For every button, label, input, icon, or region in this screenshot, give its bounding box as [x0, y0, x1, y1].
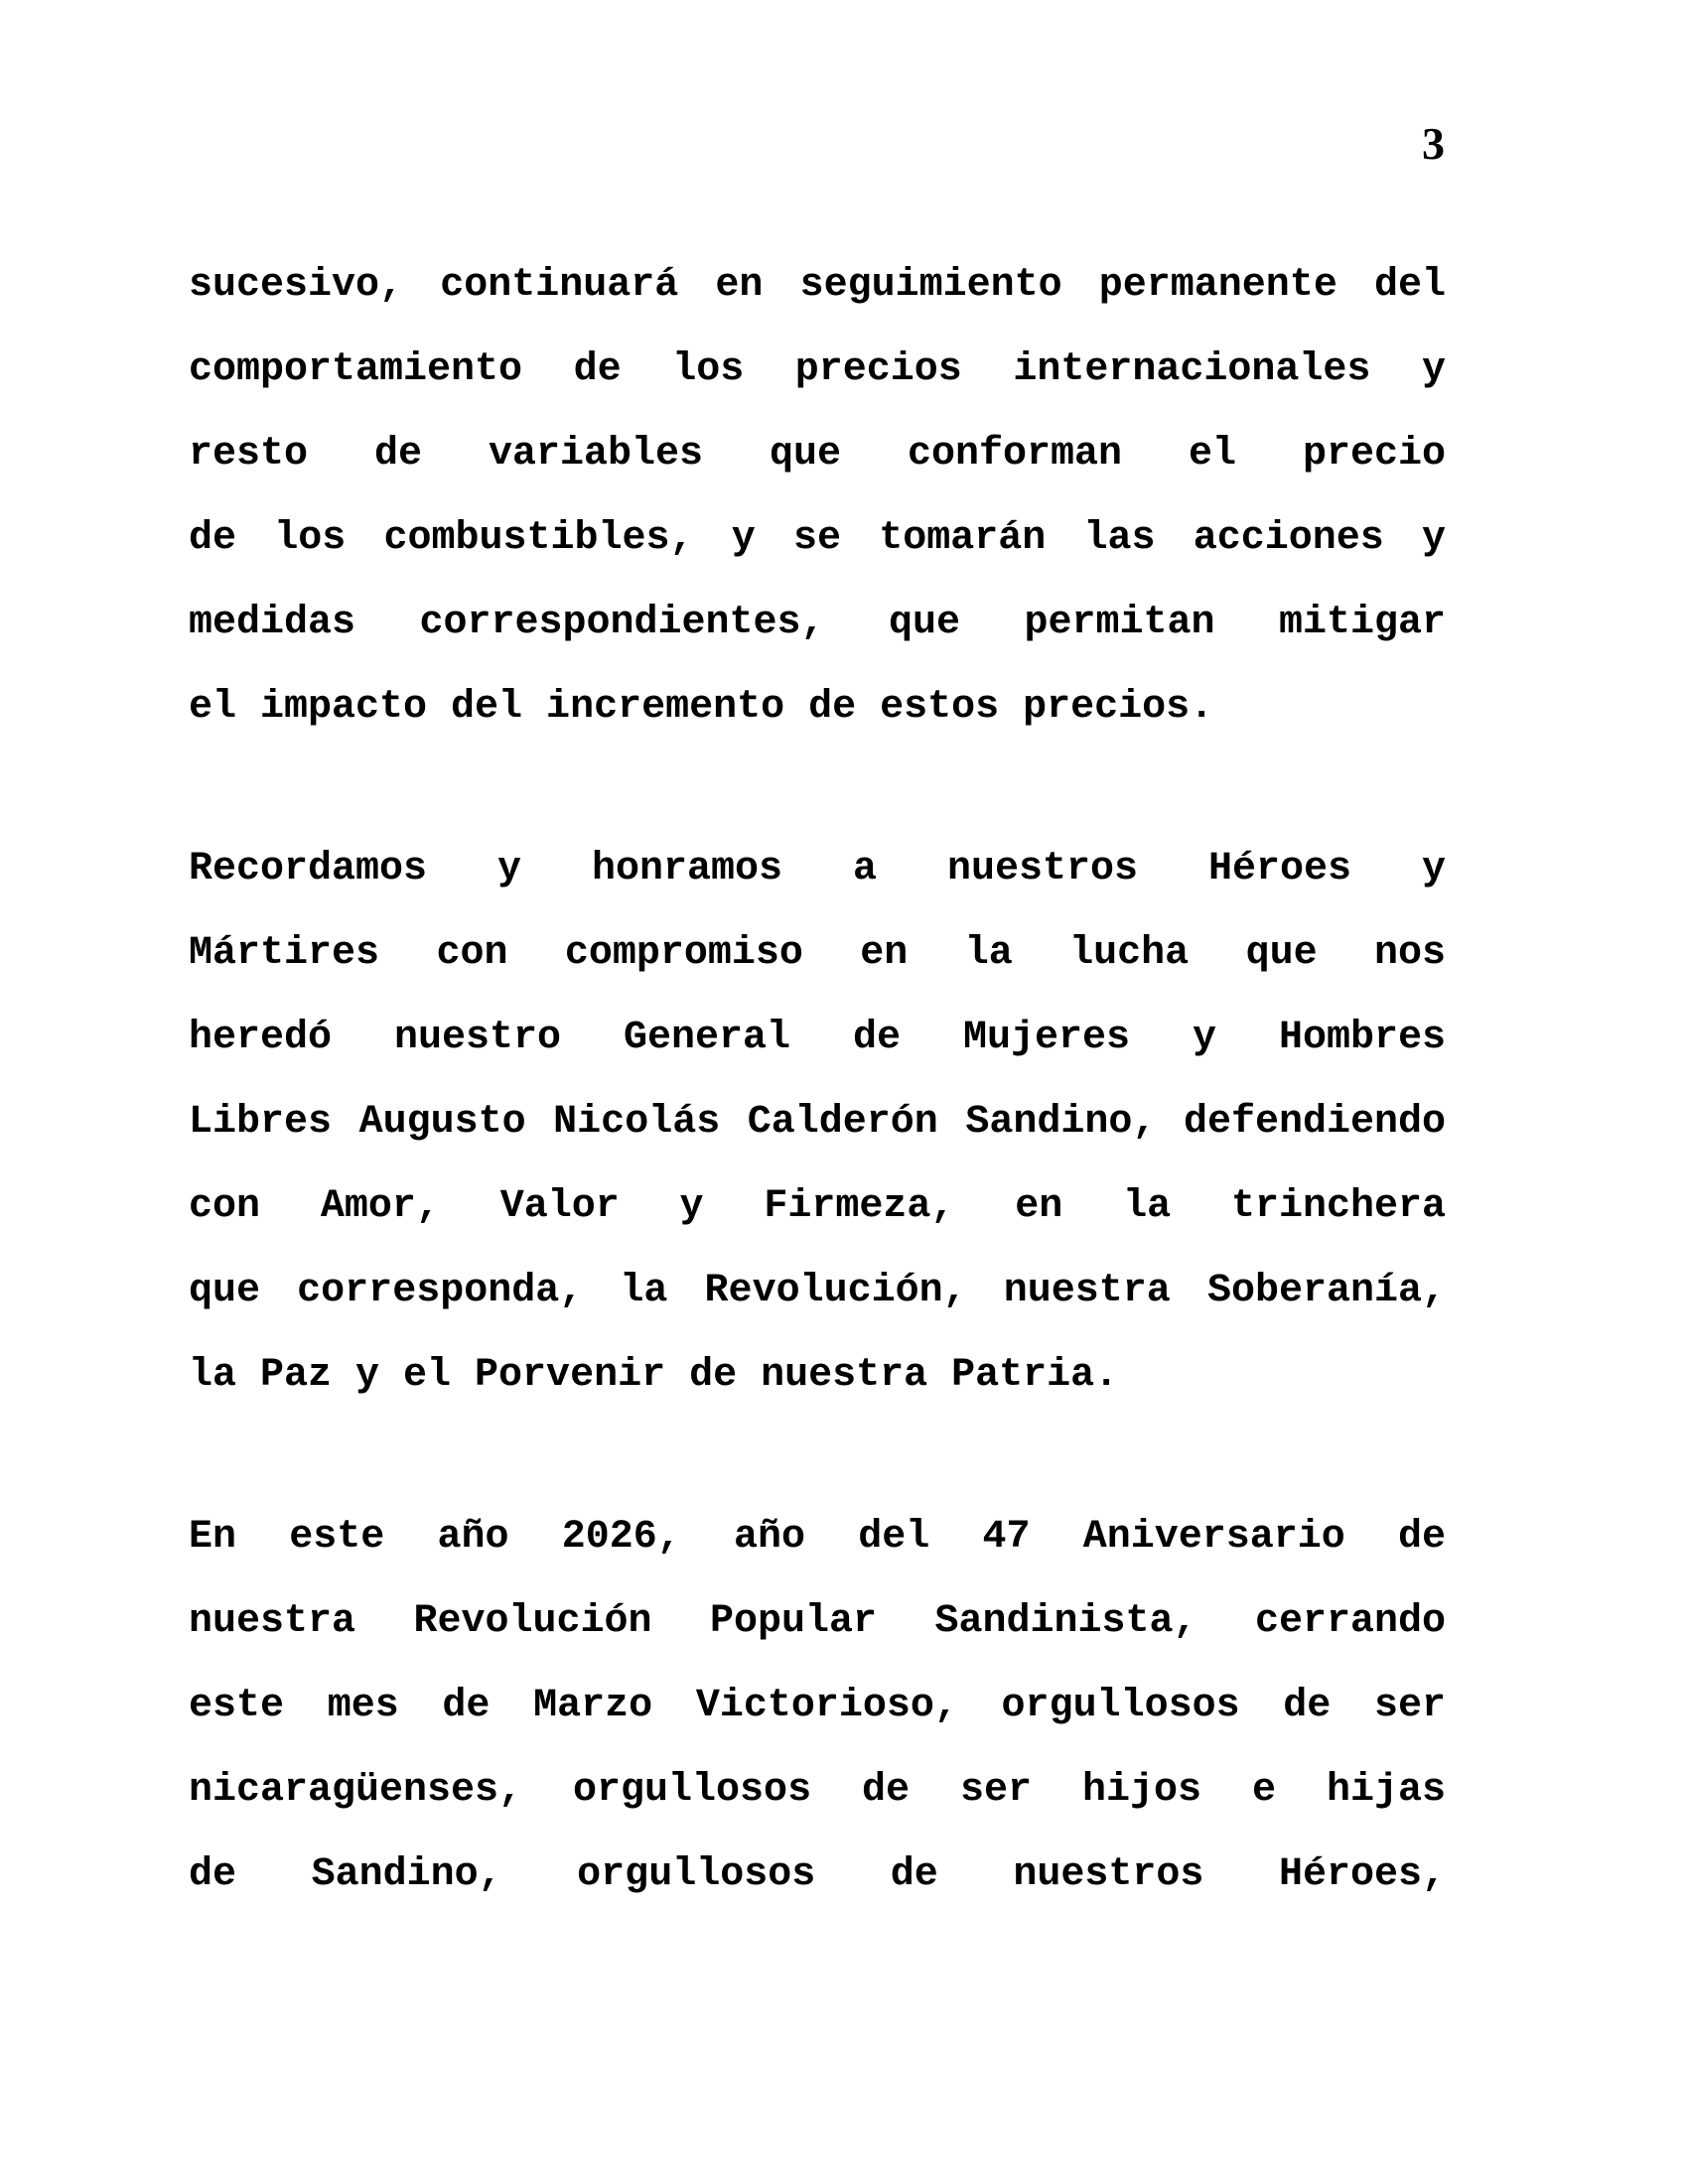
- text-line: el impacto del incremento de estos precios.: [189, 685, 1214, 730]
- text-line: que corresponda, la Revolución, nuestra Soberanía,: [189, 1269, 1446, 1313]
- text-line: comportamiento de los precios internacionales y: [189, 347, 1446, 392]
- document-body: [189, 243, 1446, 1917]
- text-line: sucesivo, continuará en seguimiento permanente del: [189, 263, 1446, 308]
- text-line: Libres Augusto Nicolás Calderón Sandino, defendiendo: [189, 1100, 1446, 1145]
- paragraph-2: [189, 827, 1446, 1418]
- text-line: de los combustibles, y se tomarán las acciones y: [189, 516, 1446, 561]
- paragraph-3: [189, 1495, 1446, 1917]
- text-line: heredó nuestro General de Mujeres y Hombres: [189, 1016, 1446, 1060]
- text-line: este mes de Marzo Victorioso, orgullosos de ser: [189, 1684, 1446, 1728]
- text-line: nuestra Revolución Popular Sandinista, cerrando: [189, 1599, 1446, 1644]
- text-line: resto de variables que conforman el precio: [189, 432, 1446, 477]
- paragraph-1: [189, 243, 1446, 750]
- text-line: medidas correspondientes, que permitan mitigar: [189, 601, 1446, 645]
- text-line: En este año 2026, año del 47 Aniversario de: [189, 1515, 1446, 1560]
- text-line: nicaragüenses, orgullosos de ser hijos e hijas: [189, 1768, 1446, 1813]
- text-line: Mártires con compromiso en la lucha que nos: [189, 931, 1446, 976]
- text-line: con Amor, Valor y Firmeza, en la trinchera: [189, 1184, 1446, 1229]
- page-number: 3: [1422, 118, 1445, 169]
- text-line: Recordamos y honramos a nuestros Héroes y: [189, 847, 1446, 891]
- text-line: la Paz y el Porvenir de nuestra Patria.: [189, 1353, 1119, 1398]
- text-line: de Sandino, orgullosos de nuestros Héroes,: [189, 1852, 1446, 1897]
